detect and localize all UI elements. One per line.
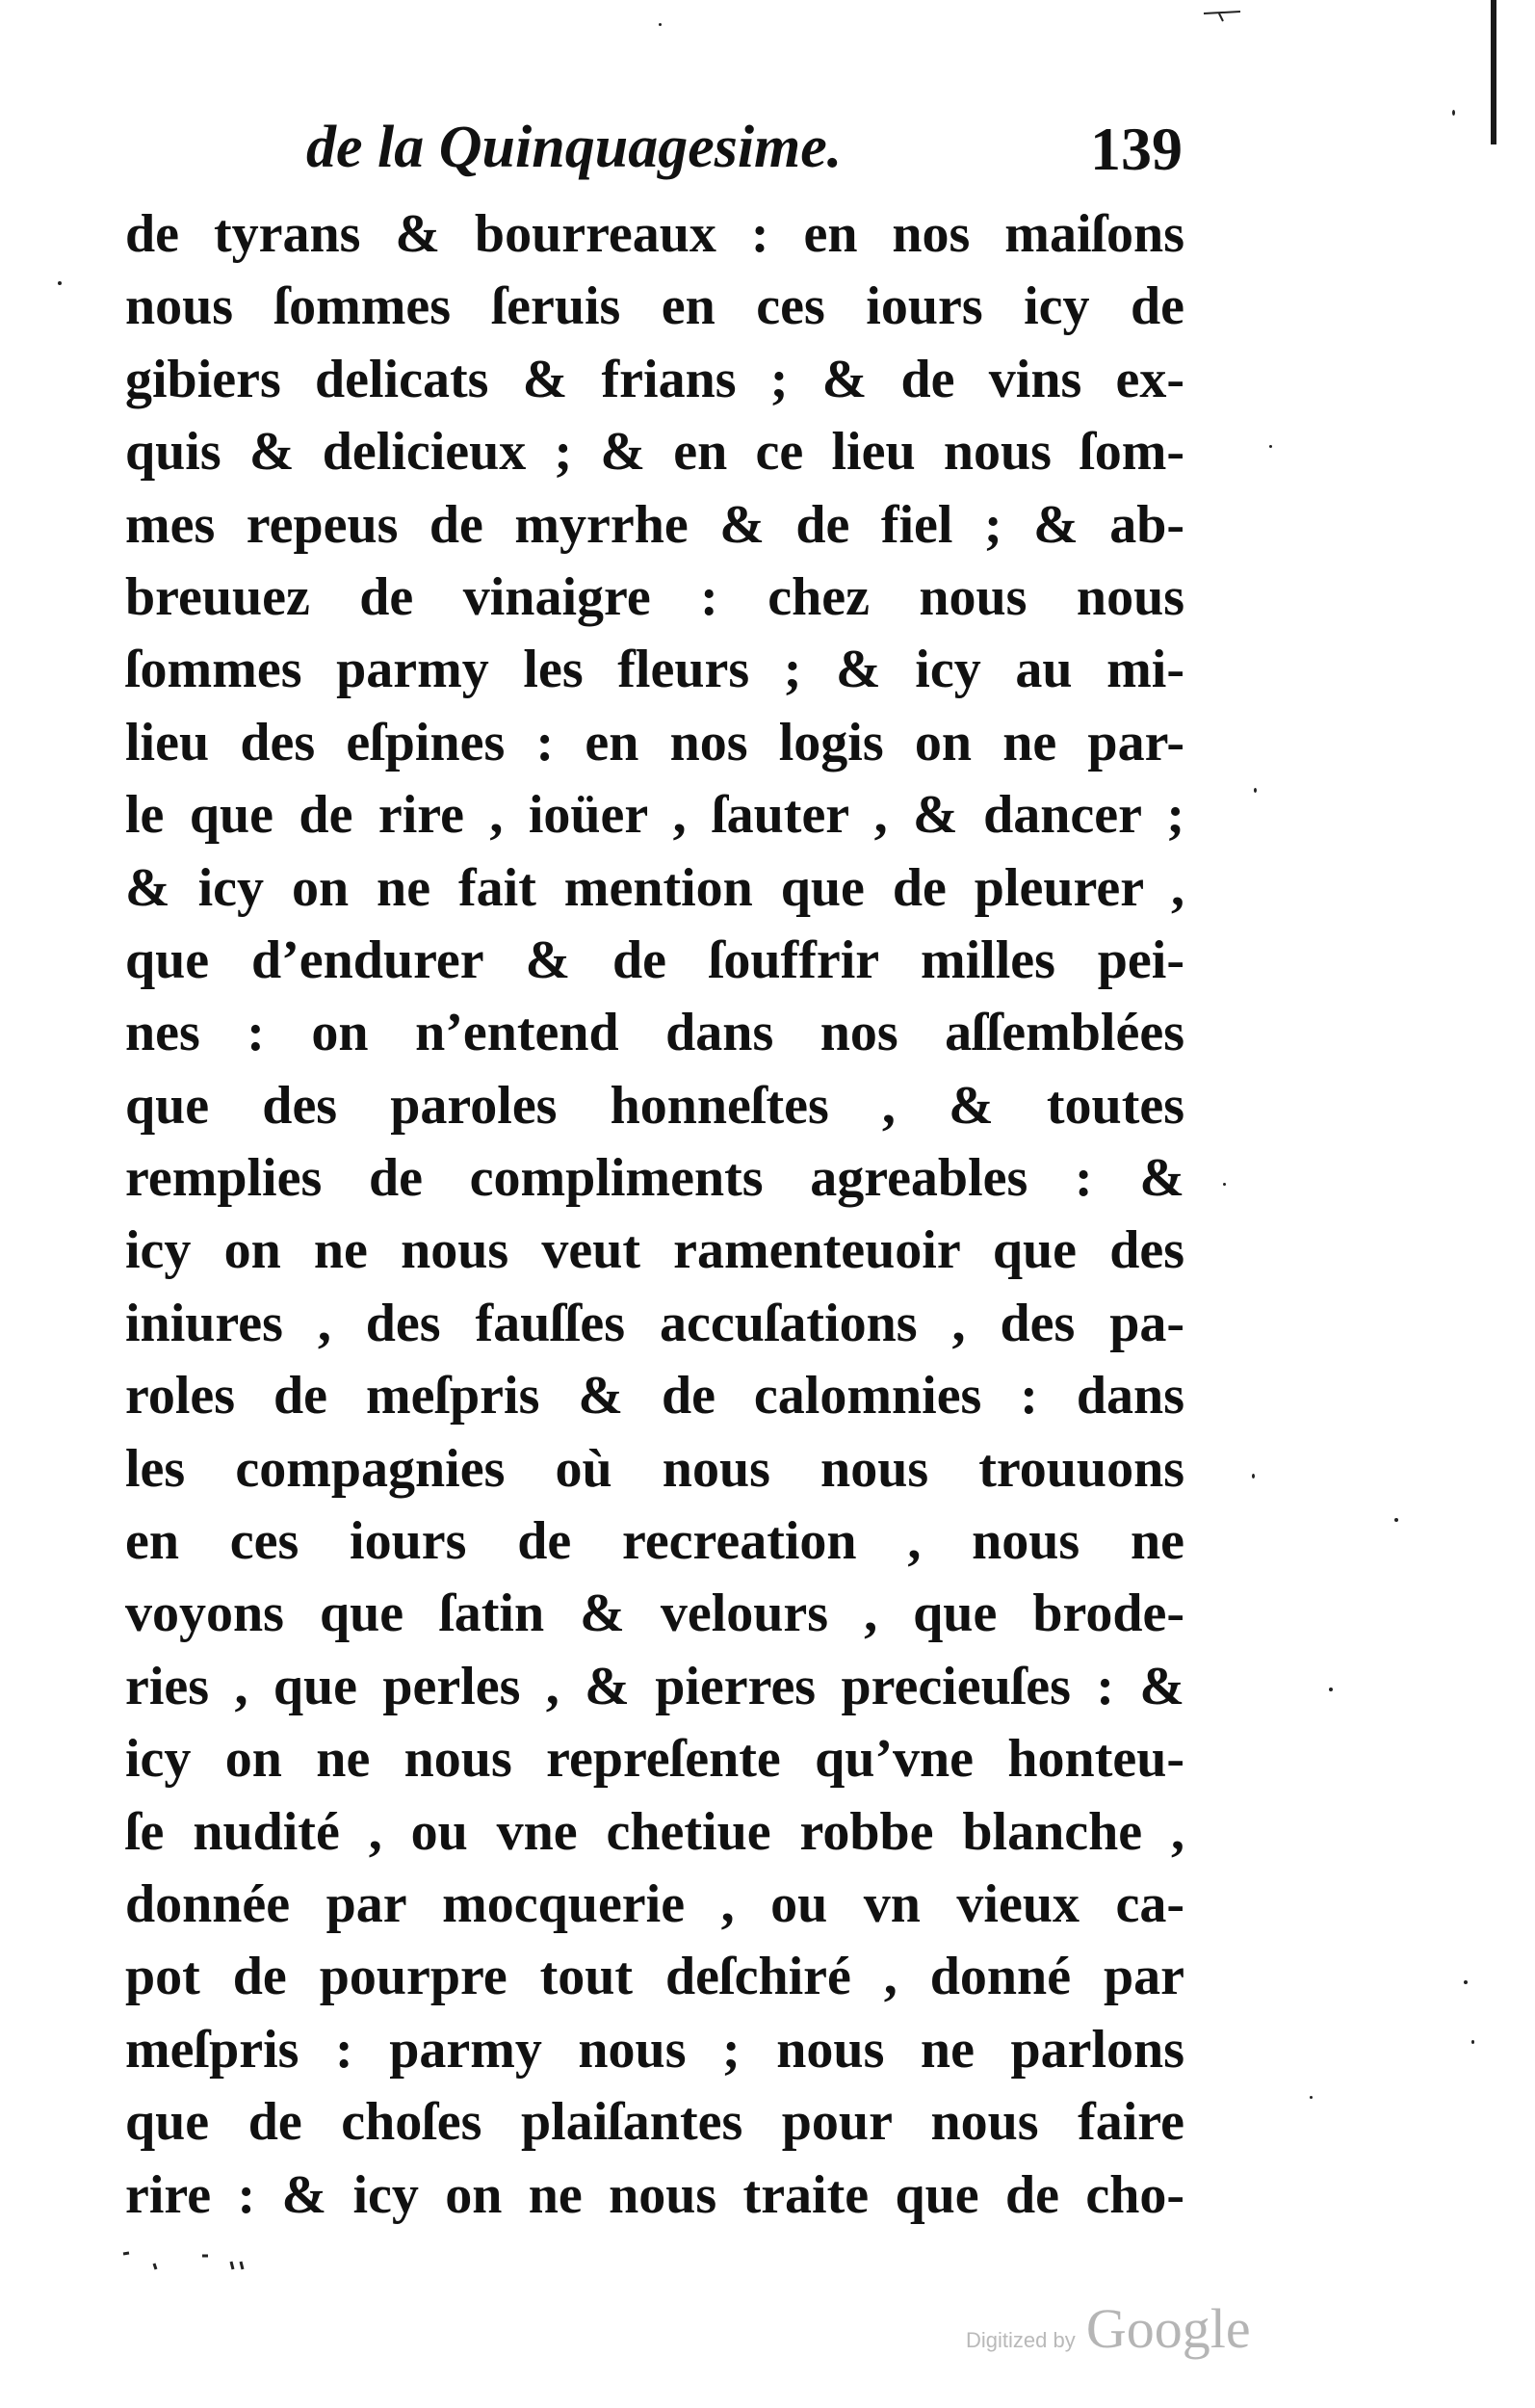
text-line: ſe nudité , ou vne chetiue robbe blanche , <box>125 1801 1184 1862</box>
digitized-watermark <box>966 2296 1251 2364</box>
text-line: iniures , des fauſſes accuſations , des pa- <box>125 1293 1184 1353</box>
speck <box>58 281 62 285</box>
text-line: de tyrans & bourreaux : en nos maiſons <box>125 204 1184 264</box>
text-line: le que de rire , ioüer , ſauter , & dancer ; <box>125 785 1184 846</box>
text-line: donnée par mocquerie , ou vn vieux ca- <box>125 1873 1184 1934</box>
text-line: voyons que ſatin & velours , que brode- <box>125 1584 1184 1644</box>
footer-smudges <box>116 2244 270 2273</box>
text-line: ries , que perles , & pierres precieuſes : & <box>125 1656 1184 1716</box>
google-logo: Google <box>1085 2297 1251 2360</box>
speck <box>1223 1183 1226 1186</box>
speck <box>1254 788 1257 793</box>
digitized-label: Digitized by <box>966 2328 1076 2352</box>
text-line: rire : & icy on ne nous traite que de cho- <box>125 2164 1184 2225</box>
text-line: meſpris : parmy nous ; nous ne parlons <box>125 2019 1184 2080</box>
text-line: roles de meſpris & de calomnies : dans <box>125 1366 1184 1426</box>
text-line: remplies de compliments agreables : & <box>125 1148 1184 1209</box>
text-line: pot de pourpre tout deſchiré , donné par <box>125 1947 1184 2007</box>
running-title: de la Quinquagesime. <box>306 115 843 180</box>
text-line: mes repeus de myrrhe & de fiel ; & ab- <box>125 494 1184 555</box>
body-text <box>125 198 1184 2232</box>
text-line: nous ſommes ſeruis en ces iours icy de <box>125 276 1184 337</box>
text-line: que de choſes plaiſantes pour nous faire <box>125 2092 1184 2153</box>
page-number: 139 <box>1090 115 1183 183</box>
speck <box>1452 110 1455 116</box>
text-line: quis & delicieux ; & en ce lieu nous ſom- <box>125 422 1184 483</box>
text-line: en ces iours de recreation , nous ne <box>125 1511 1184 1572</box>
text-line: ſommes parmy les fleurs ; & icy au mi- <box>125 640 1184 700</box>
text-line: icy on ne nous veut ramenteuoir que des <box>125 1220 1184 1281</box>
text-line: breuuez de vinaigre : chez nous nous <box>125 566 1184 627</box>
speck <box>1269 445 1272 448</box>
speck <box>1471 2040 1474 2044</box>
speck <box>1464 1980 1468 1984</box>
speck <box>1252 1474 1255 1479</box>
speck <box>1310 2096 1313 2099</box>
text-line: que des paroles honneſtes , & toutes <box>125 1075 1184 1136</box>
text-line: icy on ne nous repreſente qu’vne honteu- <box>125 1729 1184 1790</box>
text-line: & icy on ne fait mention que de pleurer , <box>125 857 1184 918</box>
text-line: lieu des eſpines : en nos logis on ne par- <box>125 712 1184 772</box>
speck <box>1329 1688 1333 1691</box>
speck <box>1394 1518 1398 1522</box>
corner-smudge <box>1202 8 1244 23</box>
text-line: nes : on n’entend dans nos aſſemblées <box>125 1003 1184 1063</box>
page-header <box>306 114 1183 200</box>
text-line: les compagnies où nous nous trouuons <box>125 1438 1184 1499</box>
speck <box>659 23 662 26</box>
text-line: gibiers delicats & frians ; & de vins ex- <box>125 349 1184 409</box>
text-line: que d’endurer & de ſouffrir milles pei- <box>125 929 1184 990</box>
binding-edge-line <box>1491 0 1496 144</box>
